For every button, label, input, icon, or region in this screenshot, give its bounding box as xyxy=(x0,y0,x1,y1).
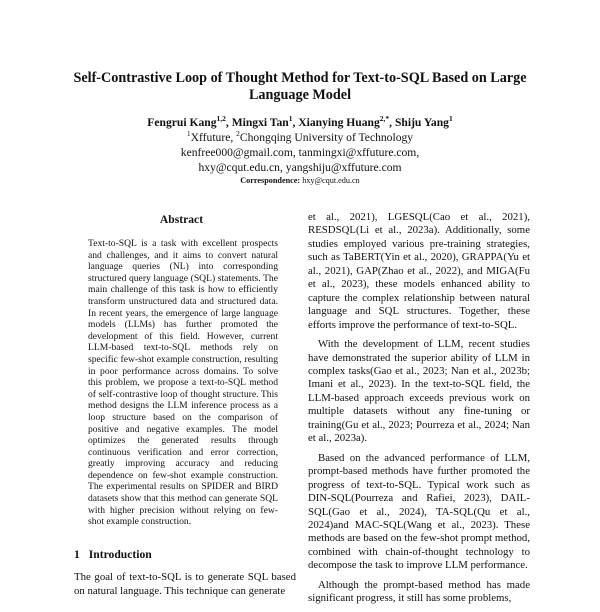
correspondence xyxy=(60,176,540,185)
right-paragraph-3: Based on the advanced performance of LLM, prompt-based methods have further promoted the progress of text-to-SQL. Typical work such as DIN-SQL(Pourreza and Rafiei, 2023), DAIL-SQL(Gao et al., 2024), TA-SQL(Qu et al., 2024)and MAC-SQL(Wang et al., 2023). These methods are based on the few-shot prompt method, combined with chain-of-thought technology to decompose the task to improve LLM performance. xyxy=(308,451,530,572)
correspondence-label: Correspondence: xyxy=(240,176,301,185)
abstract-text: Text-to-SQL is a task with excellent prospects and challenges, and it aims to convert natural language queries (NL) into corresponding structured query language (SQL) statements. The main challenge of this task is how to efficiently transform unstructured data and structured data. In recent years, the emergence of large language models (LLMs) has further promoted the development of this field. However, current LLM-based text-to-SQL methods rely on specific few-shot example construction, resulting in poor performance across domains. To solve this problem, we propose a text-to-SQL method of self-contrastive loop of thought structure. This method designs the LLM inference process as a loop structure based on the comparison of positive and negative examples. The model optimizes the generated results through continuous verification and error correction, greatly improving accuracy and reducing dependence on few-shot example construction. The experimental results on SPIDER and BIRD datasets show that this method can generate SQL with higher precision without relying on few-shot example construction. xyxy=(88,238,278,528)
section-number: 1 xyxy=(74,548,80,561)
paper-title: Self-Contrastive Loop of Thought Method for Text-to-SQL Based on Large Language Model xyxy=(73,70,527,103)
author-block xyxy=(60,115,540,175)
right-paragraph-4: Although the prompt-based method has made significant progress, it still has some problems, xyxy=(308,578,530,605)
section-heading-introduction xyxy=(74,548,152,561)
affiliations: $^1$Xffuture, $^2$Chongqing University of Technology xyxy=(186,129,414,144)
right-column xyxy=(308,211,530,612)
right-paragraph-1: et al., 2021), LGESQL(Cao et al., 2021), RESDSQL(Li et al., 2023a). Additionally, some studies employed various pre-training strategies, such as TaBERT(Yin et al., 2020), GRAPPA(Yu et al., 2021), GAP(Zhao et al., 2022), and MIGA(Fu et al., 2023), these models enhanced ability to capture the complex relationship between natural language and SQL structures. Together, these efforts improve the performance of text-to-SQL. xyxy=(308,211,530,331)
abstract-heading: Abstract xyxy=(159,213,204,226)
correspondence-email: hxy@cqut.edu.cn xyxy=(302,176,360,185)
right-paragraph-2: With the development of LLM, recent studies have demonstrated the superior ability of LLM in complex tasks(Gao et al., 2023; Nan et al., 2023b; Imani et al., 2023). In the text-to-SQL field, the LLM-based approach exceeds previous work on multiple datasets without any fine-tuning or training(Gu et al., 2023; Pourreza et al., 2024; Nan et al., 2023a). xyxy=(308,338,530,445)
section-title: Introduction xyxy=(88,548,152,561)
intro-paragraph: The goal of text-to-SQL is to generate SQL based on natural language. This technique can generate xyxy=(74,571,296,597)
emails-line-2: hxy@cqut.edu.cn, yangshiju@xffuture.com xyxy=(198,161,402,174)
emails-line-1: kenfree000@gmail.com, tanmingxi@xffuture.com, xyxy=(180,146,420,159)
author-names: Fengrui Kang$^{1,2}$, Mingxi Tan$^1$, Xianying Huang$^{2,*}$, Shiju Yang$^1$ xyxy=(147,114,453,129)
